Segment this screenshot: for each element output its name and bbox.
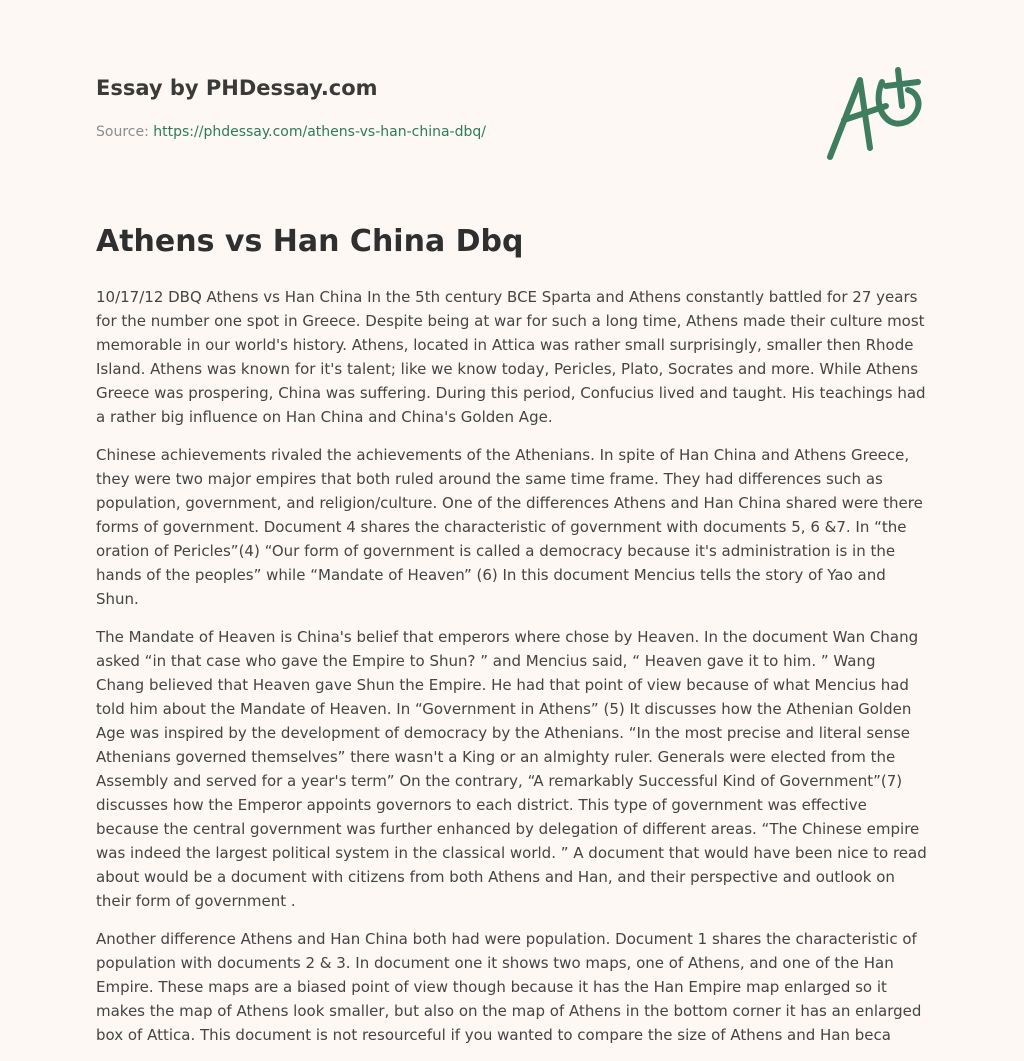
source-link[interactable]: https://phdessay.com/athens-vs-han-china-dbq/ xyxy=(153,124,486,140)
source-line xyxy=(96,124,486,140)
essay-paragraph: The Mandate of Heaven is China's belief that emperors where chose by Heaven. In the document Wan Chang asked “in that case who gave the Empire to Shun? ” and Mencius said, “ Heaven gave it to him. ” Wang Chang believed that Heaven gave Shun the Empire. He had that point of view because of what Mencius had told him about the Mandate of Heaven. In “Government in Athens” (5) It discusses how the Athenian Golden Age was inspired by the development of democracy by the Athenians. “In the most precise and literal sense Athenians governed themselves” there wasn't a King or an almighty ruler. Generals were elected from the Assembly and served for a year's term” On the contrary, “A remarkably Successful Kind of Government”(7) discusses how the Emperor appoints governors to each district. This type of government was effective because the central government was further enhanced by delegation of different areas. “The Chinese empire was indeed the largest political system in the classical world. ” A document that would have been nice to read about would be a document with citizens from both Athens and Han, and their perspective and outlook on their form of government . xyxy=(96,628,927,910)
source-label: Source: xyxy=(96,124,154,140)
essay-paragraph: Another difference Athens and Han China both had were population. Document 1 shares the characteristic of population with documents 2 & 3. In document one it shows two maps, one of Athens, and one of the Han Empire. These maps are a biased point of view though because it has the Han Empire map enlarged so it makes the map of Athens look smaller, but also on the map of Athens in the bottom corner it has an enlarged box of Attica. This document is not resourceful if you wanted to compare the size of Athens and Han beca xyxy=(96,930,922,1044)
a-plus-logo-icon xyxy=(822,66,926,162)
essay-title: Athens vs Han China Dbq xyxy=(96,224,524,259)
essay-paragraph: 10/17/12 DBQ Athens vs Han China In the 5th century BCE Sparta and Athens constantly battled for 27 years for the number one spot in Greece. Despite being at war for such a long time, Athens made their culture most memorable in our world's history. Athens, located in Attica was rather small surprisingly, smaller then Rhode Island. Athens was known for it's talent; like we know today, Pericles, Plato, Socrates and more. While Athens Greece was prospering, China was suffering. During this period, Confucius lived and taught. His teachings had a rather big influence on Han China and China's Golden Age. xyxy=(96,288,926,426)
essay-paragraph: Chinese achievements rivaled the achievements of the Athenians. In spite of Han China and Athens Greece, they were two major empires that both ruled around the same time frame. They had differences such as population, government, and religion/culture. One of the differences Athens and Han China shared were there forms of government. Document 4 shares the characteristic of government with documents 5, 6 &7. In “the oration of Pericles”(4) “Our form of government is called a democracy because it's administration is in the hands of the peoples” while “Mandate of Heaven” (6) In this document Mencius tells the story of Yao and Shun. xyxy=(96,446,923,608)
essay-body xyxy=(96,285,928,1061)
site-brand: Essay by PHDessay.com xyxy=(96,76,378,100)
